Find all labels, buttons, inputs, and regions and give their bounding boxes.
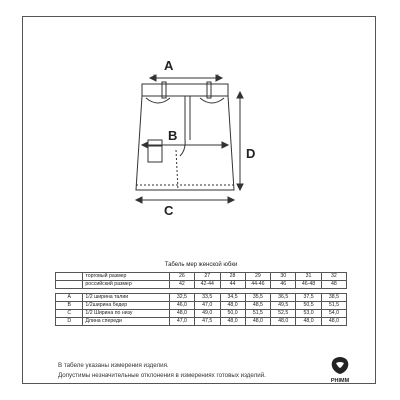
table-header-cell: 44-46 xyxy=(245,281,271,289)
table-header-cell: 42-44 xyxy=(194,281,220,289)
measure-value: 54,0 xyxy=(321,310,346,318)
measure-value: 50,5 xyxy=(296,302,322,310)
measure-key: C xyxy=(56,310,83,318)
table-cell xyxy=(56,273,83,281)
table-row xyxy=(56,281,347,289)
size-table-title: Табель мер женской юбки xyxy=(164,262,238,268)
measure-value: 35,5 xyxy=(245,294,271,302)
table-header-cell: 28 xyxy=(220,273,245,281)
table-row xyxy=(56,318,347,326)
measure-value: 48,0 xyxy=(296,318,322,326)
measure-value: 37,5 xyxy=(296,294,322,302)
table-header-cell: 46 xyxy=(271,281,296,289)
measure-label: 1/2 ширина талии xyxy=(83,294,169,302)
measure-value: 49,0 xyxy=(194,310,220,318)
size-table xyxy=(55,272,347,326)
table-cell xyxy=(56,281,83,289)
table-row xyxy=(56,294,347,302)
measure-value: 34,5 xyxy=(220,294,245,302)
table-header-cell: 48 xyxy=(321,281,346,289)
dimension-a-label: A xyxy=(164,58,174,73)
measure-value: 48,0 xyxy=(245,318,271,326)
measure-value: 50,0 xyxy=(220,310,245,318)
table-row xyxy=(56,273,347,281)
note-measurements: В табеле указаны измерения изделия. xyxy=(58,362,169,369)
measure-value: 48,0 xyxy=(220,302,245,310)
dimension-c-label: C xyxy=(164,203,174,218)
measure-value: 47,0 xyxy=(169,318,194,326)
table-header-label: торговый размер xyxy=(83,273,169,281)
table-header-cell: 42 xyxy=(169,281,194,289)
table-header-cell: 46-48 xyxy=(296,281,322,289)
measure-value: 46,0 xyxy=(169,302,194,310)
size-table-section xyxy=(55,262,347,326)
brand-logo xyxy=(320,355,360,385)
table-header-cell: 27 xyxy=(194,273,220,281)
measure-value: 36,5 xyxy=(271,294,296,302)
measure-key: A xyxy=(56,294,83,302)
measure-label: Длина спереди xyxy=(83,318,169,326)
table-header-cell: 44 xyxy=(220,281,245,289)
measure-value: 51,5 xyxy=(245,310,271,318)
measure-value: 32,5 xyxy=(169,294,194,302)
measure-value: 49,5 xyxy=(271,302,296,310)
measure-label: 1/2 Ширина по низу xyxy=(83,310,169,318)
measure-value: 38,5 xyxy=(321,294,346,302)
measure-key: B xyxy=(56,302,83,310)
dimension-b-label: B xyxy=(168,128,178,143)
table-header-cell: 26 xyxy=(169,273,194,281)
measure-value: 48,0 xyxy=(220,318,245,326)
lion-head-icon xyxy=(332,357,349,374)
measure-value: 48,0 xyxy=(271,318,296,326)
table-header-cell: 31 xyxy=(296,273,322,281)
measure-value: 48,0 xyxy=(169,310,194,318)
measure-value: 48,5 xyxy=(245,302,271,310)
table-row xyxy=(56,310,347,318)
measure-value: 51,5 xyxy=(321,302,346,310)
measure-value: 52,5 xyxy=(271,310,296,318)
dimension-d-label: D xyxy=(246,146,256,161)
measure-key: D xyxy=(56,318,83,326)
table-header-cell: 30 xyxy=(271,273,296,281)
table-header-cell: 32 xyxy=(321,273,346,281)
table-row xyxy=(56,302,347,310)
measure-value: 47,0 xyxy=(194,302,220,310)
table-header-cell: 29 xyxy=(245,273,271,281)
measure-value: 48,0 xyxy=(321,318,346,326)
measure-value: 53,0 xyxy=(296,310,322,318)
brand-wordmark: PHIMM xyxy=(330,378,350,384)
table-header-label: российский размер xyxy=(83,281,169,289)
measure-value: 47,5 xyxy=(194,318,220,326)
measure-label: 1/2ширина бедер xyxy=(83,302,169,310)
note-tolerance: Допустимы незначительные отклонения в измерениях готовых изделий. xyxy=(58,372,266,379)
measure-value: 33,5 xyxy=(194,294,220,302)
